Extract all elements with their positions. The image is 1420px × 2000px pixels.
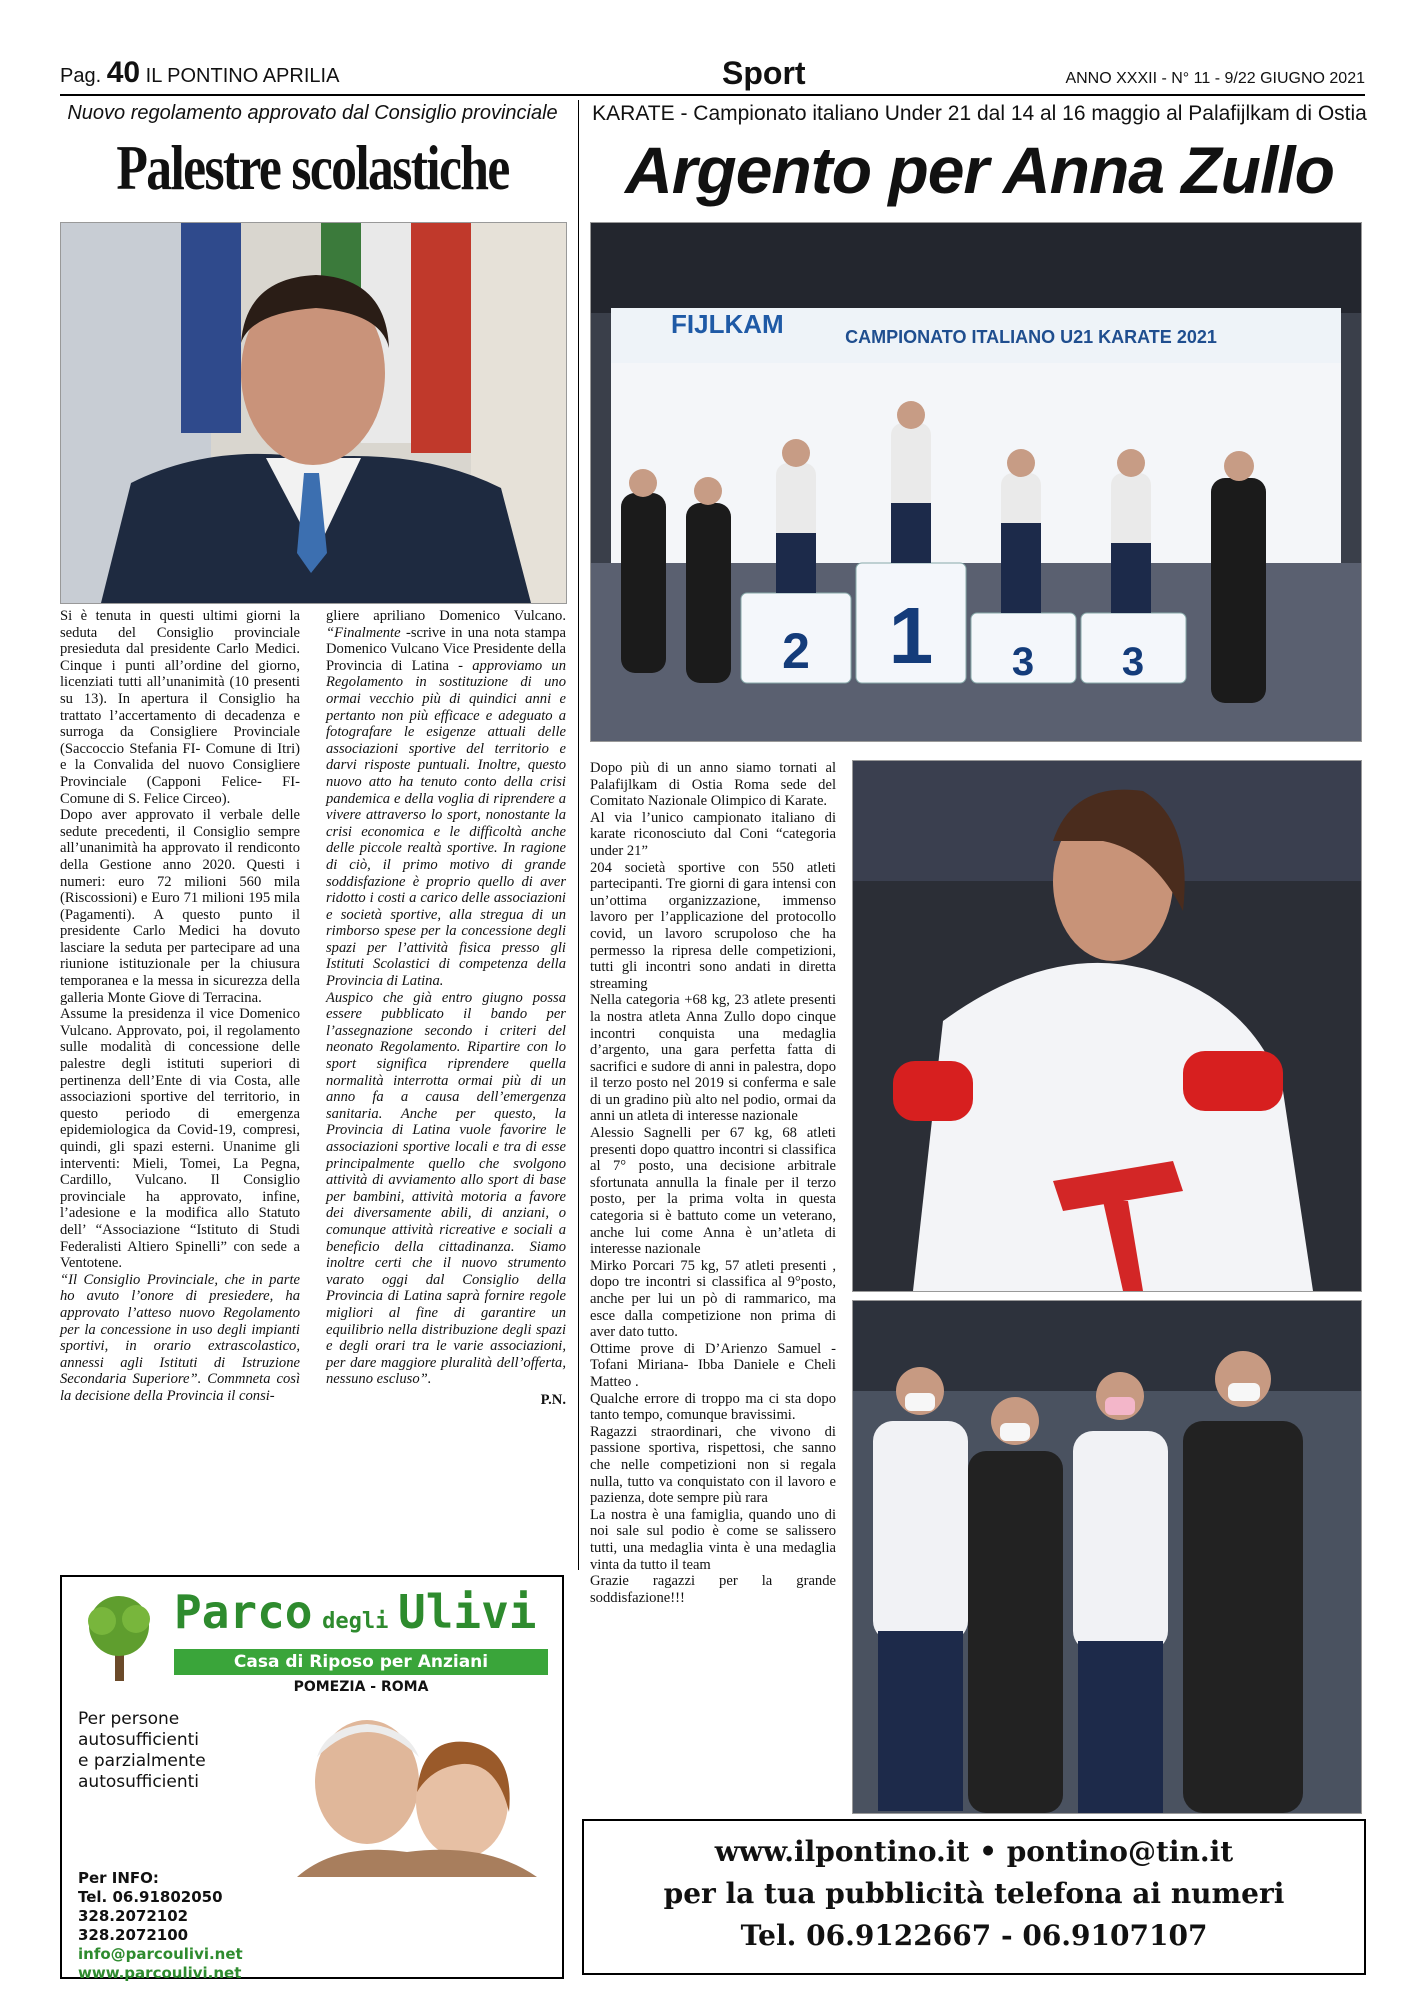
article-paragraph: “Il Consiglio Provinciale, che in parte ho avuto l’onore di presiedere, ha approvato l’atteso nuovo Regolamento per la concessione in uso degli impianti sportivi, in orario extrascolastico, annessi agli Istituti di Istruzione Secondaria Superiore”. Commneta così la decisione della Provincia il consi- (60, 1271, 300, 1404)
photo-carlo-medici (60, 222, 567, 604)
article-paragraph: Mirko Porcari 75 kg, 57 atleti presenti , dopo tre incontri si classifica al 9°posto, anche per lui un pò di rammarico, ma esce dalla competizione non prima di aver dato tutto. (590, 1257, 836, 1341)
ad-contacts (78, 1869, 243, 1983)
quote-text: approviamo un Regolamento in sostituzione di uno ormai vecchio più di quindici anni e pertanto non più efficace e adeguato a fotografare le esigenze attuali delle associazioni sportive del territorio e darvi risposte puntuali. Inoltre, questo nuovo atto ha tenuto conto della crisi pandemica e della voglia di riprendere a vivere attraverso lo sport, nonostante la crisi economica e le difficoltà anche delle piccole realtà sportive. In ragione di ciò, il primo motivo di grande soddisfazione è proprio quello di aver ridotto i costi a carico delle associazioni e società sportive, alla stregua di un rimborso spese per la concessione degli spazi per l’attività fisica presso gli Istituti Scolastici di competenza della Provincia di Latina. (326, 657, 566, 990)
article-paragraph: Assume la presidenza il vice Domenico Vulcano. Approvato, poi, il regolamento sulle modalità di concessione delle palestre degli istituti superiori di pertinenza dell’Ente di via Costa, alle associazioni sportive del territorio, in questo periodo di emergenza epidemiologica da Covid-19, compresi, quindi, gli spazi esterni. Unanime gli interventi: Mieli, Tomei, La Pegna, Cardillo, Vulcano. Il Consiglio provinciale ha approvato, infine, l’adesione e la modifica allo Statuto dell’ “Associazione “Istituto di Studi Federalisti Altiero Spinelli” con sede a Ventotene. (60, 1006, 300, 1272)
phone-number[interactable]: 328.2072102 (78, 1907, 189, 1925)
article-paragraph: Qualche errore di troppo ma ci sta dopo tanto tempo, comunque bravissimi. (590, 1390, 836, 1424)
article-text: gliere apriliano Domenico Vulcano. (326, 608, 566, 624)
info-label: Per INFO: (78, 1869, 159, 1887)
article-paragraph: Dopo aver approvato il verbale delle sedute precedenti, il Consiglio sempre all’unanimità ha approvato il rendiconto della Gestione anno 2020. Questi i numeri: euro 72 milioni 560 mila (Riscossioni) e Euro 71 milioni 195 mila (Pagamenti). A questo punto il presidente Carlo Medici ha dovuto lasciare la seduta per partecipare ad una riunione istituzionale per la chiusura temporanea e la messa in sicurezza della galleria Monte Giove di Terracina. (60, 807, 300, 1006)
article-paragraph: La nostra è una famiglia, quando uno di noi sale sul podio è come se salissero tutti, una medaglia vinta è una medaglia vinta da tutto il team (590, 1506, 836, 1573)
brand-main: Parco (174, 1585, 313, 1639)
podium-number: 3 (1011, 640, 1035, 684)
article-paragraph: Dopo più di un anno siamo tornati al Palafijlkam di Ostia Roma sede del Comitato Nazionale Olimpico di Karate. (590, 760, 836, 810)
right-article-text (590, 760, 836, 1606)
ad-advertising-line: per la tua pubblicità telefona ai numeri (663, 1877, 1285, 1910)
left-headline: Palestre scolastiche (116, 133, 509, 203)
website-link[interactable]: www.parcoulivi.net (78, 1964, 242, 1982)
section-title: Sport (722, 55, 806, 91)
parco-ulivi-ad (60, 1575, 564, 1982)
left-kicker: Nuovo regolamento approvato dal Consiglio provinciale (67, 102, 558, 124)
ad-description (78, 1709, 206, 1793)
phone-number[interactable]: Tel. 06.91802050 (78, 1888, 223, 1906)
podium-banner: CAMPIONATO ITALIANO U21 KARATE 2021 (845, 327, 1217, 347)
quote-text: “Finalmente (326, 624, 401, 641)
ad-phone-line[interactable]: Tel. 06.9122667 - 06.9107107 (740, 1919, 1208, 1952)
ad-tagline: Casa di Riposo per Anziani (174, 1649, 548, 1675)
article-paragraph: 204 società sportive con 550 atleti partecipanti. Tre giorni di gara intensi con un’ottima organizzazione, immenso lavoro per l’applicazione del protocollo covid, un lavoro scrupoloso che ha permesso la ripresa delle competizioni, tutti gli incontri sono andati in diretta streaming (590, 859, 836, 992)
photo-podium (590, 222, 1362, 742)
article-paragraph: Ragazzi straordinari, che vivono di passione sportiva, rispettosi, che sanno che nelle competizioni non si regala nulla, tutto va conquistato con il lavoro e pazienza, dote sempre più rara (590, 1423, 836, 1507)
right-kicker: KARATE - Campionato italiano Under 21 dal 14 al 16 maggio al Palafijlkam di Ostia (592, 102, 1367, 125)
ad-desc-line: autosufficienti (78, 1772, 200, 1792)
article-paragraph: Si è tenuta in questi ultimi giorni la seduta del Consiglio provinciale presieduta dal presidente Carlo Medici. Cinque i punti all’ordine del giorno, licenziati tutti all’unanimità (10 presenti su 13). In apertura il Consiglio ha trattato l’accertamento di decadenza e surroga da Consigliere Provinciale (Saccoccio Stefania FI- Comune di Itri) e la Convalida del nuovo Consigliere Provinciale (Capponi Felice- FI- Comune di S. Felice Circeo). (60, 608, 300, 807)
article-paragraph: Alessio Sagnelli per 67 kg, 68 atleti presenti dopo quattro incontri si classifica al 7° posto, una decisione arbitrale sfortunata annulla la finale per il terzo posto, per la prima volta in questa categoria si è battuto come un veterano, anche lui come Anna è un’atleta di interesse nazionale (590, 1125, 836, 1258)
ad-website-line[interactable]: www.ilpontino.it • pontino@tin.it (714, 1835, 1234, 1868)
page-number: 40 (106, 56, 141, 89)
left-article-col1 (60, 608, 300, 1405)
brand-small: degli (322, 1609, 389, 1634)
podium-number: 2 (782, 623, 810, 679)
ad-desc-line: autosufficienti (78, 1730, 200, 1750)
phone-number[interactable]: 328.2072100 (78, 1926, 189, 1944)
article-text: -scrive in una nota stampa Domenico Vulcano Vice Presidente della Provincia di Latina - (326, 624, 567, 674)
email-link[interactable]: info@parcoulivi.net (78, 1945, 243, 1963)
right-headline: Argento per Anna Zullo (625, 133, 1334, 207)
ad-desc-line: Per persone (78, 1709, 180, 1729)
ad-desc-line: e parzialmente (78, 1751, 206, 1771)
photo-anna-zullo (852, 760, 1362, 1292)
article-paragraph: Nella categoria +68 kg, 23 atlete presenti la nostra atleta Anna Zullo dopo cinque incontri conquista una medaglia d’argento, una gara perfetta fatta di sacrifici e sudore di anni in palestra, dopo il terzo posto nel 2019 si conferma e sale di un gradino più alto nel podio, ormai da anni un atleta di interesse nazionale (590, 992, 836, 1125)
column-divider (578, 100, 579, 1570)
podium-number: 1 (888, 591, 934, 680)
brand-name (174, 1585, 536, 1639)
olive-tree-icon (72, 1591, 167, 1686)
article-paragraph: Al via l’unico campionato italiano di karate riconosciuto dal Coni “categoria under 21” (590, 809, 836, 859)
podium-brand: FIJLKAM (671, 309, 784, 339)
photo-team (852, 1300, 1362, 1814)
page-number-block (60, 56, 339, 90)
article-paragraph: Grazie ragazzi per la grande soddisfazione!!! (590, 1573, 836, 1606)
elderly-couple-photo (257, 1702, 552, 1877)
article-paragraph: Ottime prove di D’Arienzo Samuel - Tofani Miriana- Ibba Daniele e Cheli Matteo . (590, 1340, 836, 1390)
left-article-col2 (326, 608, 566, 1409)
pontino-ad (582, 1819, 1366, 1975)
quote-text: Auspico che già entro giugno possa essere pubblicato il bando per l’assegnazione secondo i criteri del neonato Regolamento. Ripartire con lo sport significa riprendere quella normalità interrotta ormai più di un anno fa a causa dell’emergenza sanitaria. Anche per questo, la Provincia di Latina vuole favorire le associazioni sportive locali e tra di esse principalmente quello che svolgono attività di avviamento allo sport di base per bambini, attività motoria a favore dei diversamente abili, di anziani, o comunque attività ricreative e sociali a beneficio della cittadinanza. Siamo inoltre certi che il nuovo strumento varato oggi dal Consiglio della Provincia di Latina saprà fornire regole migliori al fine di garantire un equilibrio nella distribuzione degli spazi e degli orari tra le varie associazioni, per dare maggiore pluralità dell’offerta, nessuno escluso”. (326, 989, 566, 1388)
paper-name: IL PONTINO APRILIA (145, 65, 340, 87)
ad-location: POMEZIA - ROMA (293, 1679, 429, 1695)
author-signature: P.N. (540, 1391, 566, 1408)
brand-end: Ulivi (398, 1585, 537, 1639)
page-label: Pag. (60, 65, 102, 87)
podium-number: 3 (1121, 640, 1145, 684)
issue-info: ANNO XXXII - N° 11 - 9/22 GIUGNO 2021 (1065, 70, 1365, 87)
page-header (60, 55, 1365, 96)
